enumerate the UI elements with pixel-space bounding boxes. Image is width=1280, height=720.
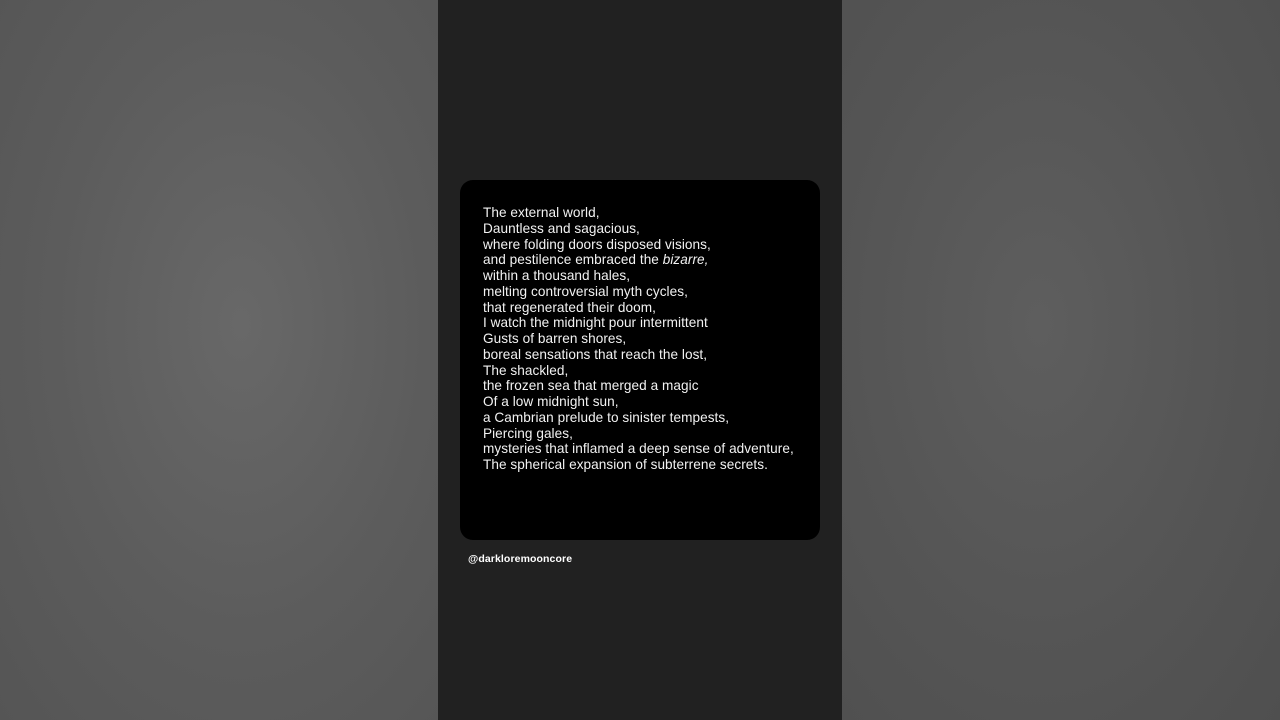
poem-line: mysteries that inflamed a deep sense of adventure, bbox=[483, 441, 794, 457]
blurred-backdrop-left bbox=[0, 0, 438, 720]
poem-line-with-italic bbox=[483, 252, 820, 268]
blurred-backdrop-right bbox=[842, 0, 1280, 720]
poem-line: The external world, bbox=[483, 205, 600, 220]
poem-card bbox=[460, 180, 820, 540]
poem-line: that regenerated their doom, bbox=[483, 299, 656, 315]
poem-line: Of a low midnight sun, bbox=[483, 394, 619, 409]
poem-line: Piercing gales, bbox=[483, 425, 573, 441]
poem-line: the frozen sea that merged a magic bbox=[483, 378, 699, 394]
poem-line: Dauntless and sagacious, bbox=[483, 220, 640, 236]
poem-line: Gusts of barren shores, bbox=[483, 331, 627, 346]
poem-line: boreal sensations that reach the lost, bbox=[483, 346, 708, 362]
story-frame[interactable] bbox=[438, 0, 842, 720]
poem-line: where folding doors disposed visions, bbox=[483, 236, 711, 252]
poem-line-text: and pestilence embraced the bbox=[483, 252, 663, 268]
poem-line: The shackled, bbox=[483, 362, 569, 378]
poem-line: The spherical expansion of subterrene secrets. bbox=[483, 457, 768, 472]
poem-line: within a thousand hales, bbox=[483, 268, 631, 283]
poem-line: a Cambrian prelude to sinister tempests, bbox=[483, 409, 730, 425]
poem-italic-word: bizarre, bbox=[662, 252, 709, 268]
author-handle-link[interactable]: @darkloremooncore bbox=[468, 553, 573, 565]
poem-line: I watch the midnight pour intermittent bbox=[483, 315, 708, 331]
poem-line: melting controversial myth cycles, bbox=[483, 283, 688, 299]
